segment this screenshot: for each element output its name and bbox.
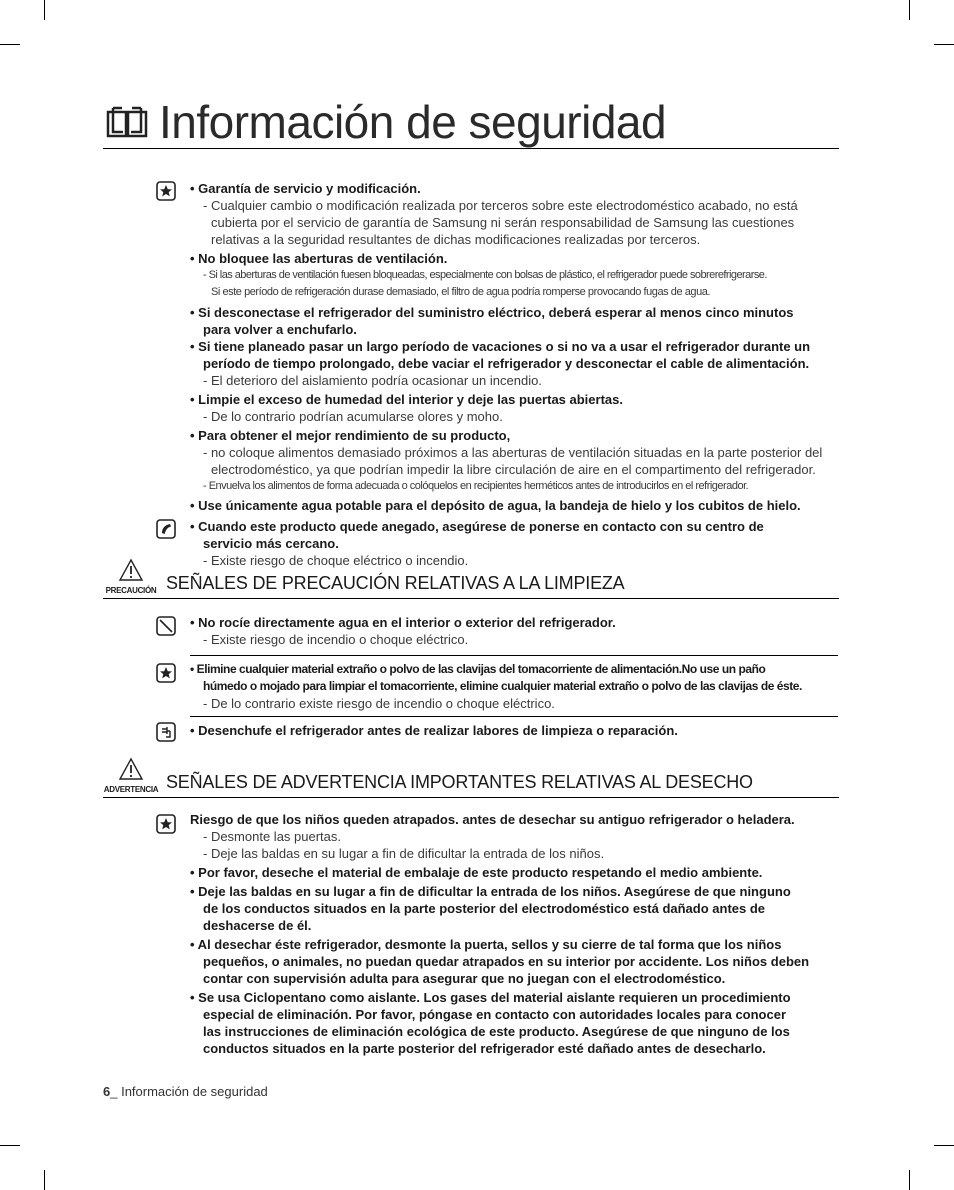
caution-item-dust (190, 661, 838, 712)
warning-section-header (103, 757, 839, 798)
divider (190, 655, 838, 656)
list-item: Riesgo de que los niños queden atrapados. antes de desechar su antiguo refrigerador o heladera. (190, 812, 795, 827)
list-item: • Elimine cualquier material extraño o polvo de las clavijas del tomacorriente de alimentación.No use un paño (190, 662, 766, 676)
page-title-text: Información de seguridad (159, 96, 667, 148)
star-icon (156, 814, 176, 834)
list-item: húmedo o mojado para limpiar el tomacorriente, elimine cualquier material extraño o polvo de las clavijas de éste. (203, 679, 802, 693)
list-item: • Para obtener el mejor rendimiento de su producto, (190, 428, 511, 443)
list-item: • Por favor, deseche el material de embalaje de este producto respetando el medio ambiente. (190, 865, 763, 880)
list-item: - no coloque alimentos demasiado próximos a las aberturas de ventilación situadas en la parte posterior del (203, 445, 823, 460)
page-title (103, 96, 839, 149)
crop-mark (0, 44, 20, 45)
list-item: Si este período de refrigeración durase demasiado, el filtro de agua podría romperse provocando fugas de agua. (211, 286, 711, 298)
page-footer (103, 1084, 268, 1099)
list-item: electrodoméstico, ya que podrían impedir la libre circulación de aire en el compartimento del refrigerador. (211, 462, 816, 477)
list-item: - Envuelva los alimentos de forma adecuada o colóquelos en recipientes herméticos antes de introducirlos en el refrigerador. (203, 480, 749, 492)
crop-mark (0, 1145, 20, 1146)
caution-section-title: SEÑALES DE PRECAUCIÓN RELATIVAS A LA LIMPIEZA (166, 573, 625, 593)
list-item: • Al desechar éste refrigerador, desmonte la puerta, sellos y su cierre de tal forma que los niños (190, 937, 782, 952)
divider (190, 716, 838, 717)
list-item: conductos situados en la parte posterior del refrigerador esté dañado antes de desecharlo. (203, 1041, 766, 1056)
caution-item-unplug (190, 722, 838, 739)
list-item: servicio más cercano. (203, 536, 339, 551)
caution-section-header (103, 558, 839, 599)
list-item: relativas a la seguridad resultantes de dichas modificaciones realizadas por terceros. (211, 232, 701, 247)
crop-mark (44, 0, 45, 20)
list-item: - Existe riesgo de choque eléctrico o incendio. (203, 553, 469, 568)
star-icon (156, 663, 176, 683)
list-item: - De lo contrario existe riesgo de incendio o choque eléctrico. (203, 696, 555, 711)
footer-text: _ Información de seguridad (110, 1084, 268, 1099)
list-item: • Deje las baldas en su lugar a fin de dificultar la entrada de los niños. Asegúrese de que ninguno (190, 884, 791, 899)
book-icon (105, 106, 149, 140)
list-item: las instrucciones de eliminación ecológica de este producto. Asegúrese de que ninguno de los (203, 1024, 790, 1039)
list-item: - Si las aberturas de ventilación fuesen bloqueadas, especialmente con bolsas de plástico, el refrigerador puede sobrerefrigerarse. (203, 269, 767, 281)
crop-mark (934, 1145, 954, 1146)
list-item: especial de eliminación. Por favor, póngase en contacto con autoridades locales para conocer (203, 1007, 787, 1022)
list-item: contar con supervisión adulta para asegurar que no juegan con el electrodoméstico. (203, 971, 726, 986)
warning-section-title: SEÑALES DE ADVERTENCIA IMPORTANTES RELATIVAS AL DESECHO (166, 772, 753, 792)
disposal-list (190, 811, 838, 1057)
list-item: • Desenchufe el refrigerador antes de realizar labores de limpieza o reparación. (190, 723, 678, 738)
crop-mark (909, 0, 910, 20)
list-item: - El deterioro del aislamiento podría ocasionar un incendio. (203, 373, 542, 388)
list-item: • No bloquee las aberturas de ventilación. (190, 251, 448, 266)
list-item: • Si tiene planeado pasar un largo período de vacaciones o si no va a usar el refrigerador durante un (190, 339, 811, 354)
crop-mark (909, 1170, 910, 1190)
caution-item-spray (190, 614, 838, 648)
crop-mark (44, 1170, 45, 1190)
list-item: pequeños, o animales, no puedan quedar atrapados en su interior por accidente. Los niños deben (203, 954, 810, 969)
list-item: • Limpie el exceso de humedad del interior y deje las puertas abiertas. (190, 392, 623, 407)
list-item: - Cualquier cambio o modificación realizada por terceros sobre este electrodoméstico acabado, no está (203, 198, 798, 213)
list-item: • Si desconectase el refrigerador del suministro eléctrico, deberá esperar al menos cinco minutos (190, 305, 794, 320)
list-item: - De lo contrario podrían acumularse olores y moho. (203, 409, 503, 424)
list-item: para volver a enchufarlo. (203, 322, 357, 337)
list-item: • Garantía de servicio y modificación. (190, 181, 421, 196)
list-item: • Use únicamente agua potable para el depósito de agua, la bandeja de hielo y los cubitos de hielo. (190, 498, 801, 513)
crop-mark (934, 44, 954, 45)
phone-icon (156, 519, 176, 539)
list-item: • Cuando este producto quede anegado, asegúrese de ponerse en contacto con su centro de (190, 519, 764, 534)
caution-label: PRECAUCIÓN (105, 586, 157, 595)
list-item: • Se usa Ciclopentano como aislante. Los gases del material aislante requieren un procedimiento (190, 990, 791, 1005)
list-item: • No rocíe directamente agua en el interior o exterior del refrigerador. (190, 615, 616, 630)
list-item: - Existe riesgo de incendio o choque eléctrico. (203, 632, 469, 647)
star-icon (156, 181, 176, 201)
list-item: - Deje las baldas en su lugar a fin de dificultar la entrada de los niños. (203, 846, 605, 861)
list-item: cubierta por el servicio de garantía de Samsung ni serán responsabilidad de Samsung las cuestiones (211, 215, 795, 230)
list-item: período de tiempo prolongado, debe vaciar el refrigerador y desconectar el cable de alimentación. (203, 356, 810, 371)
unplug-icon (156, 722, 176, 742)
warning-label: ADVERTENCIA (103, 785, 159, 794)
safety-list (190, 180, 838, 514)
list-item: deshacerse de él. (203, 918, 312, 933)
prohibited-icon (156, 616, 176, 636)
list-item: de los conductos situados en la parte posterior del electrodoméstico está dañado antes de (203, 901, 766, 916)
page-number: 6 (103, 1084, 111, 1099)
list-item: - Desmonte las puertas. (203, 829, 342, 844)
